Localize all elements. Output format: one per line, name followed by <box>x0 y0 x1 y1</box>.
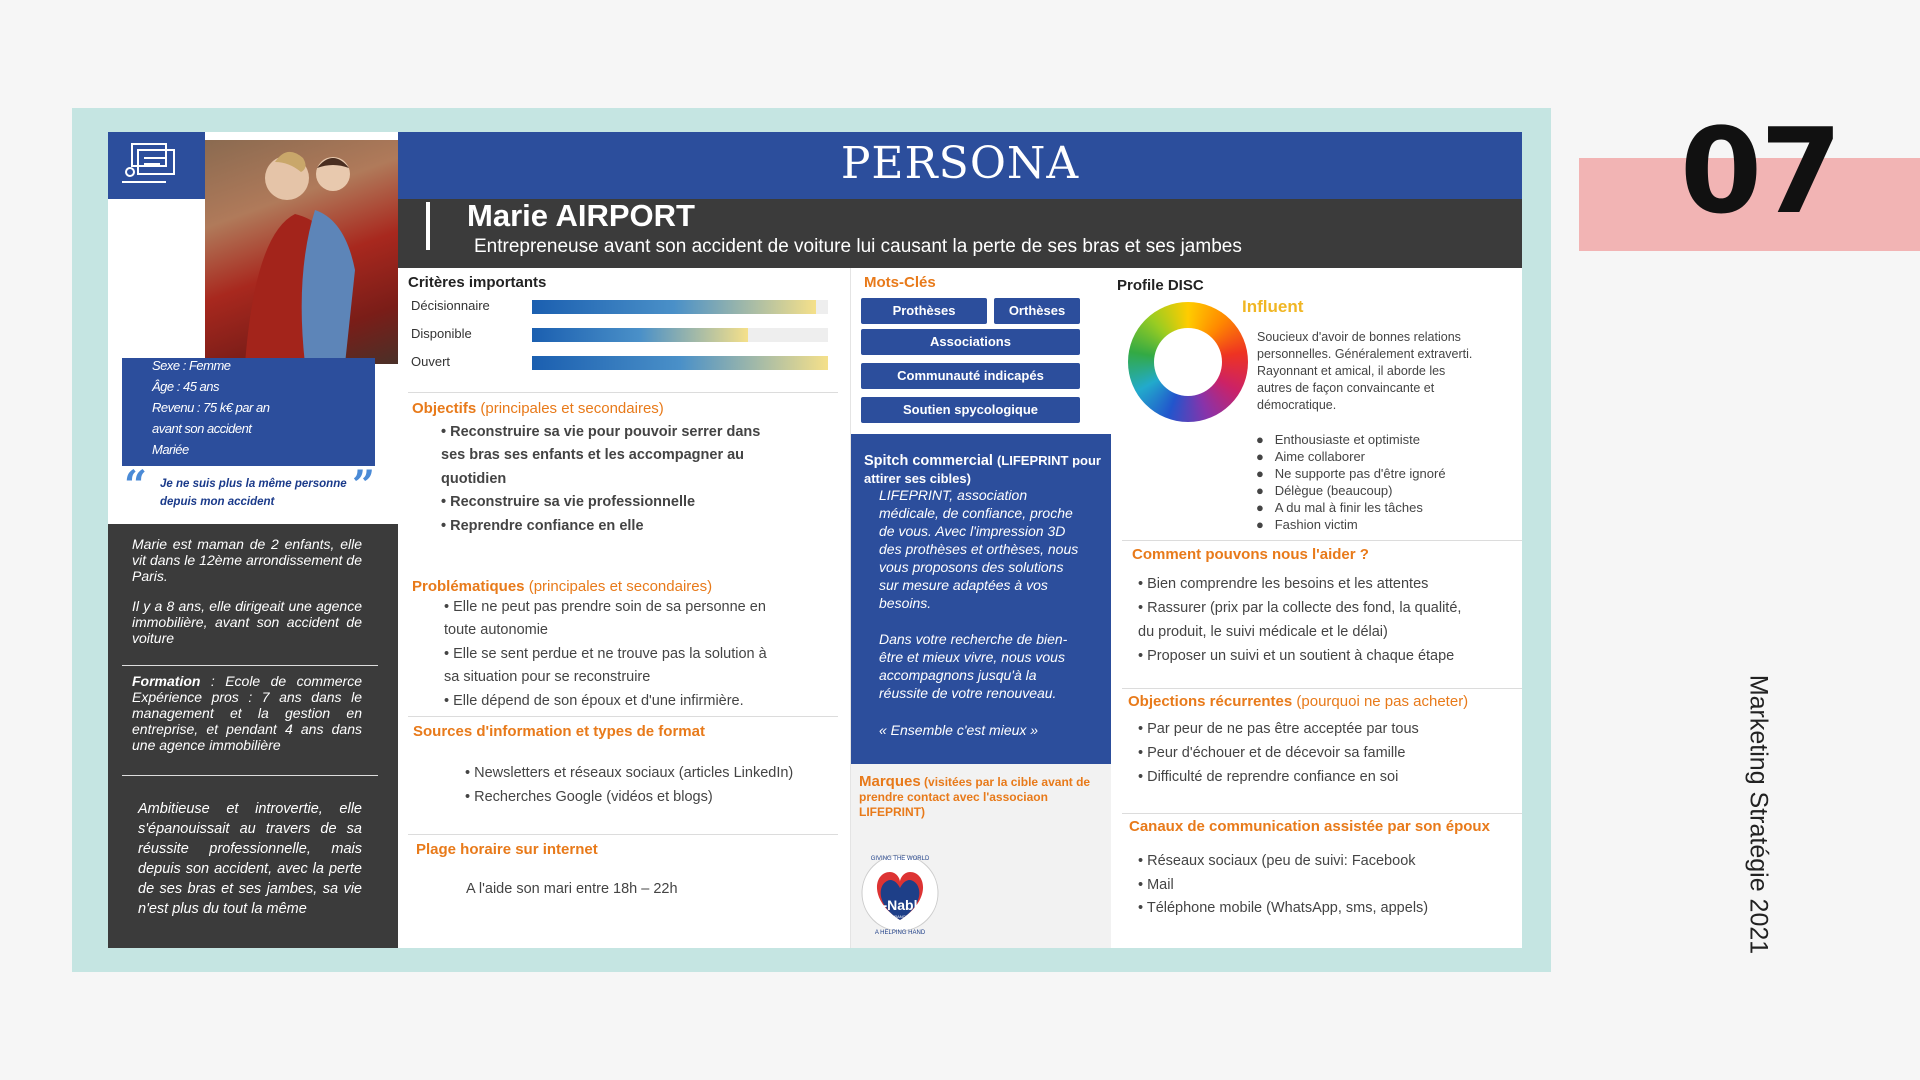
bio-formation <box>132 673 362 753</box>
objectifs-line: • Reconstruire sa vie professionnelle <box>441 494 696 510</box>
problematiques-line: toute autonomie <box>444 622 548 638</box>
critere-bar-track <box>532 328 828 342</box>
objectifs-line: ses bras ses enfants et les accompagner au <box>441 447 745 463</box>
sources-line: • Recherches Google (vidéos et blogs) <box>465 789 713 805</box>
section-divider <box>1122 540 1522 541</box>
critere-label: Décisionnaire <box>411 298 490 313</box>
bio-divider <box>122 665 378 666</box>
keyword-tag: Prothèses <box>861 298 987 324</box>
info-line: Sexe : Femme <box>152 358 231 373</box>
info-line: Mariée <box>152 442 189 457</box>
disc-trait: ● Fashion victim <box>1256 517 1358 532</box>
persona-subtitle: Entrepreneuse avant son accident de voiture lui causant la perte de ses bras et ses jambes <box>474 236 1242 257</box>
page-number: 07 <box>1680 102 1841 240</box>
bio-paragraph: Il y a 8 ans, elle dirigeait une agence immobilière, avant son accident de voiture <box>132 598 362 646</box>
section-divider <box>1122 813 1522 814</box>
objectifs-title-text: Objectifs <box>412 400 477 417</box>
quote-open-icon: “ <box>124 462 148 509</box>
pitch-line: réussite de votre renouveau. <box>879 685 1057 701</box>
critere-bar-fill <box>532 300 816 314</box>
canaux-line: • Mail <box>1138 877 1174 893</box>
logo-ring-bottom: A HELPING HAND <box>874 930 926 936</box>
plage-title: Plage horaire sur internet <box>416 841 598 858</box>
section-divider <box>408 392 838 393</box>
pitch-line: sur mesure adaptées à vos <box>879 577 1048 593</box>
section-divider <box>408 834 838 835</box>
keyword-tag: Orthèses <box>994 298 1080 324</box>
disc-trait: ● Ne supporte pas d'être ignoré <box>1256 466 1446 481</box>
disc-desc-line: autres de façon convaincante et <box>1257 381 1435 395</box>
objections-sub: (pourquoi ne pas acheter) <box>1296 693 1469 710</box>
persona-card <box>108 132 1522 948</box>
disc-trait: ● Aime collaborer <box>1256 449 1366 464</box>
objectifs-sub: (principales et secondaires) <box>480 400 664 417</box>
problematiques-line: • Elle dépend de son époux et d'une infirmière. <box>444 693 744 709</box>
problematiques-line: sa situation pour se reconstruire <box>444 669 651 685</box>
disc-desc-line: Rayonnant et amical, il aborde les <box>1257 364 1446 378</box>
disc-description <box>1257 329 1472 414</box>
persona-photo <box>205 140 398 364</box>
enable-logo <box>860 848 940 938</box>
canaux-title: Canaux de communication assistée par son époux <box>1129 818 1490 835</box>
pitch-line: accompagnons jusqu'à la <box>879 667 1037 683</box>
bio-paragraph: Ambitieuse et introvertie, elle s'épanouissait au travers de sa réussite professionnelle, mais depuis son accident, avec la perte de ses bras et ses jambes, sa vie n'est plus du tout la même <box>138 801 362 917</box>
objectifs-line: • Reprendre confiance en elle <box>441 518 644 534</box>
pitch-line: médicale, de confiance, proche <box>879 505 1073 521</box>
critere-bar-fill <box>532 356 828 370</box>
presentation-icon <box>108 132 205 199</box>
problematiques-line: • Elle ne peut pas prendre soin de sa personne en <box>444 599 766 615</box>
plage-text: A l'aide son mari entre 18h – 22h <box>466 881 678 897</box>
pitch-line: être et mieux vivre, nous vous <box>879 649 1065 665</box>
persona-name: Marie AIRPORT <box>467 198 695 233</box>
critere-label: Disponible <box>411 326 472 341</box>
section-divider <box>408 716 838 717</box>
canaux-line: • Téléphone mobile (WhatsApp, sms, appels) <box>1138 900 1429 916</box>
motscles-title: Mots-Clés <box>864 274 936 291</box>
pitch-slogan: « Ensemble c'est mieux » <box>879 722 1039 738</box>
pitch-line: vous proposons des solutions <box>879 559 1064 575</box>
pitch-line: de vous. Avec l'impression 3D <box>879 523 1066 539</box>
sources-title: Sources d'information et types de format <box>413 723 705 740</box>
disc-traits <box>1256 431 1446 533</box>
side-caption: Marketing Stratégie 2021 <box>1744 674 1773 955</box>
objectifs-line: quotidien <box>441 471 507 487</box>
disc-desc-line: personnelles. Généralement extraverti. <box>1257 347 1473 361</box>
info-line: Revenu : 75 k€ par an <box>152 400 270 415</box>
critere-bar-fill <box>532 328 748 342</box>
keyword-tag: Soutien spycologique <box>861 397 1080 423</box>
bio-divider <box>122 775 378 776</box>
objections-title-text: Objections récurrentes <box>1128 693 1293 710</box>
disc-title: Profile DISC <box>1117 277 1204 294</box>
marques-title-text: Marques <box>859 773 921 790</box>
disc-desc-line: Soucieux d'avoir de bonnes relations <box>1257 330 1461 344</box>
formation-text: : Ecole de commerce Expérience pros : 7 ans dans le management et la gestion en entreprise, et pendant 4 ans dans une agence immobilière <box>132 673 362 753</box>
problematiques-title <box>412 578 712 595</box>
formation-label: Formation <box>132 673 201 689</box>
logo-small: FRANCE <box>891 914 909 919</box>
name-accent-bar <box>426 202 430 250</box>
disc-wheel-center <box>1154 328 1222 396</box>
marques-sub: (visitées par la cible avant de prendre contact avec l'associaon LIFEPRINT) <box>859 775 1091 819</box>
objections-line: • Peur d'échouer et de décevoir sa famille <box>1138 745 1406 761</box>
objectifs-line: • Reconstruire sa vie pour pouvoir serrer dans <box>441 424 761 440</box>
disc-trait: ● Délègue (beaucoup) <box>1256 483 1393 498</box>
info-line: Âge : 45 ans <box>152 379 219 394</box>
canaux-line: • Réseaux sociaux (peu de suivi: Facebook <box>1138 853 1416 869</box>
aider-title: Comment pouvons nous l'aider ? <box>1132 546 1369 563</box>
keyword-tag: Associations <box>861 329 1080 355</box>
objections-title <box>1128 693 1468 710</box>
critere-bar-track <box>532 300 828 314</box>
pitch-line: besoins. <box>879 595 932 611</box>
persona-quote: Je ne suis plus la même personne depuis mon accident <box>160 478 347 508</box>
disc-type: Influent <box>1242 297 1304 316</box>
quote-close-icon: ” <box>352 462 376 509</box>
objections-line: • Par peur de ne pas être acceptée par tous <box>1138 721 1419 737</box>
critere-label: Ouvert <box>411 354 451 369</box>
page-title: PERSONA <box>840 138 1080 189</box>
info-line: avant son accident <box>152 421 252 436</box>
objectifs-title <box>412 400 664 417</box>
aider-line: • Bien comprendre les besoins et les attentes <box>1138 576 1429 592</box>
pitch-line: LIFEPRINT, association <box>879 487 1028 503</box>
photo-figures <box>205 140 398 364</box>
problematiques-sub: (principales et secondaires) <box>528 578 713 595</box>
problematiques-line: • Elle se sent perdue et ne trouve pas la solution à <box>444 646 767 662</box>
problematiques-title-text: Problématiques <box>412 578 525 595</box>
disc-trait: ● A du mal à finir les tâches <box>1256 500 1423 515</box>
logo-text: e-Nable <box>874 897 926 913</box>
disc-desc-line: démocratique. <box>1257 398 1337 412</box>
pitch-title-sub: (LIFEPRINT pour attirer ses cibles) <box>864 453 1101 486</box>
aider-line: • Rassurer (prix par la collecte des fond, la qualité, <box>1138 600 1462 616</box>
sources-line: • Newsletters et réseaux sociaux (articles LinkedIn) <box>465 765 794 781</box>
criteres-title: Critères importants <box>408 274 547 291</box>
pitch-line: des prothèses et orthèses, nous <box>879 541 1079 557</box>
logo-ring-top: GIVING THE WORLD <box>870 856 930 862</box>
pitch-line: Dans votre recherche de bien- <box>879 631 1068 647</box>
header-icon-box <box>108 132 205 199</box>
disc-wheel-icon <box>1128 302 1248 422</box>
bio-paragraph: Marie est maman de 2 enfants, elle vit dans le 12ème arrondissement de Paris. <box>132 536 362 584</box>
pitch-block-1 <box>879 486 1109 612</box>
pitch-block-2 <box>879 630 1109 702</box>
disc-trait: ● Enthousiaste et optimiste <box>1256 432 1420 447</box>
section-divider <box>1122 688 1522 689</box>
pitch-title-text: Spitch commercial <box>864 453 993 469</box>
keyword-tag: Communauté indicapés <box>861 363 1080 389</box>
aider-line: du produit, le suivi médicale et le délai) <box>1138 624 1388 640</box>
pitch-title <box>864 452 1104 488</box>
critere-bar-track <box>532 356 828 370</box>
objections-line: • Difficulté de reprendre confiance en soi <box>1138 769 1399 785</box>
marques-title <box>859 774 1107 820</box>
aider-line: • Proposer un suivi et un soutient à chaque étape <box>1138 648 1455 664</box>
